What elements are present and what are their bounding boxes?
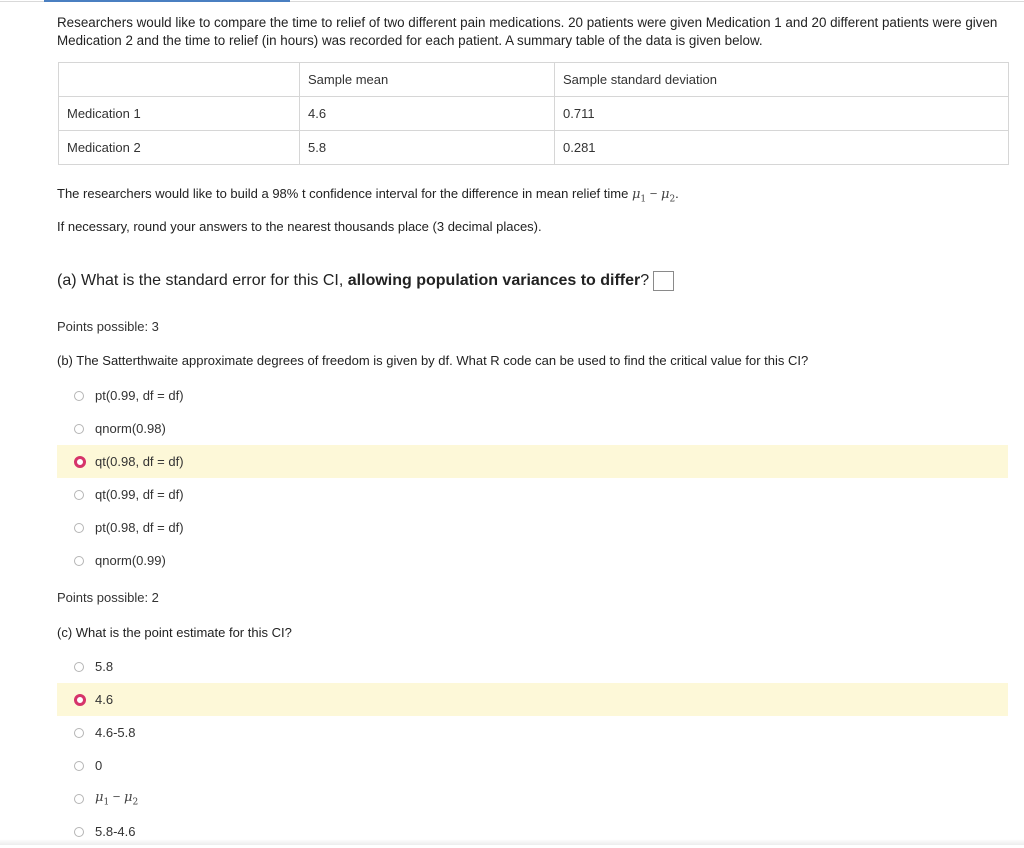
part-a-prefix: (a) What is the standard error for this CI, xyxy=(57,272,344,289)
option-label: 5.8-4.6 xyxy=(95,824,136,839)
radio-icon[interactable] xyxy=(74,490,84,500)
table-row xyxy=(59,131,1009,165)
radio-icon[interactable] xyxy=(74,523,84,533)
part-c-option[interactable] xyxy=(57,716,1008,749)
table-cell: 0.711 xyxy=(555,97,1009,131)
part-b-option[interactable] xyxy=(57,511,1008,544)
table-header-cell xyxy=(59,63,300,97)
table-cell: 0.281 xyxy=(555,131,1009,165)
option-label: $\mu_1 - \mu_2$ xyxy=(95,789,139,808)
option-label: qt(0.99, df = df) xyxy=(95,487,184,502)
radio-icon[interactable] xyxy=(74,728,84,738)
top-accent-bar xyxy=(44,0,290,2)
part-b-option[interactable] xyxy=(57,544,1008,577)
option-label: qt(0.98, df = df) xyxy=(95,454,184,469)
ci-text: The researchers would like to build a 98% t confidence interval for the difference in mean relief time xyxy=(57,186,629,201)
option-label: qnorm(0.98) xyxy=(95,421,166,436)
table-row xyxy=(59,97,1009,131)
part-a-question xyxy=(57,271,674,291)
table-header-row xyxy=(59,63,1009,97)
option-label: pt(0.99, df = df) xyxy=(95,388,184,403)
part-b-option[interactable] xyxy=(57,412,1008,445)
option-label: 4.6-5.8 xyxy=(95,725,136,740)
part-a-points: Points possible: 3 xyxy=(57,319,159,334)
part-b-options xyxy=(57,379,1008,577)
table-header-cell: Sample standard deviation xyxy=(555,63,1009,97)
rounding-instruction: If necessary, round your answers to the nearest thousands place (3 decimal places). xyxy=(57,219,542,234)
table-cell: Medication 1 xyxy=(59,97,300,131)
part-c-option[interactable] xyxy=(57,650,1008,683)
mu2-symbol: $\mu_2$ xyxy=(124,790,139,808)
period: . xyxy=(675,186,679,201)
option-label: 0 xyxy=(95,758,103,773)
part-b-option-selected[interactable] xyxy=(57,445,1008,478)
radio-icon[interactable] xyxy=(74,424,84,434)
mu1-symbol: $\mu_1$ xyxy=(631,187,647,205)
summary-table xyxy=(58,62,1009,165)
part-a-bold: allowing population variances to differ xyxy=(347,272,641,289)
part-c-options xyxy=(57,650,1008,848)
option-label: qnorm(0.99) xyxy=(95,553,166,568)
mu2-symbol: $\mu_2$ xyxy=(660,187,676,205)
question-content xyxy=(57,14,1012,839)
part-c-option-selected[interactable] xyxy=(57,683,1008,716)
part-a-suffix: ? xyxy=(640,272,650,289)
minus-sign: − xyxy=(646,186,661,201)
radio-icon[interactable] xyxy=(74,827,84,837)
radio-icon[interactable] xyxy=(74,794,84,804)
mu1-symbol: $\mu_1$ xyxy=(95,790,110,808)
radio-selected-icon[interactable] xyxy=(74,456,86,468)
part-c-question: (c) What is the point estimate for this CI? xyxy=(57,625,292,640)
part-b-question: (b) The Satterthwaite approximate degrees of freedom is given by df. What R code can be used to find the critical value for this CI? xyxy=(57,353,809,368)
table-cell: 4.6 xyxy=(300,97,555,131)
option-label: 5.8 xyxy=(95,659,114,674)
table-cell: Medication 2 xyxy=(59,131,300,165)
ci-description xyxy=(57,186,679,205)
part-c-option[interactable] xyxy=(57,749,1008,782)
table-cell: 5.8 xyxy=(300,131,555,165)
part-b-points: Points possible: 2 xyxy=(57,590,159,605)
bottom-fade xyxy=(0,839,1024,845)
radio-icon[interactable] xyxy=(74,662,84,672)
radio-icon[interactable] xyxy=(74,556,84,566)
radio-selected-icon[interactable] xyxy=(74,694,86,706)
option-label: pt(0.98, df = df) xyxy=(95,520,184,535)
standard-error-input[interactable] xyxy=(653,271,674,291)
radio-icon[interactable] xyxy=(74,761,84,771)
part-b-option[interactable] xyxy=(57,478,1008,511)
part-c-option[interactable] xyxy=(57,782,1008,815)
option-label: 4.6 xyxy=(95,692,114,707)
radio-icon[interactable] xyxy=(74,391,84,401)
table-header-cell: Sample mean xyxy=(300,63,555,97)
part-b-option[interactable] xyxy=(57,379,1008,412)
intro-text: Researchers would like to compare the time to relief of two different pain medications. 20 patients were given Medication 1 and 20 different patients were given Medication 2 and the time to relief (in hours) was recorded for each patient. A summary table of the data is given below. xyxy=(57,15,998,48)
